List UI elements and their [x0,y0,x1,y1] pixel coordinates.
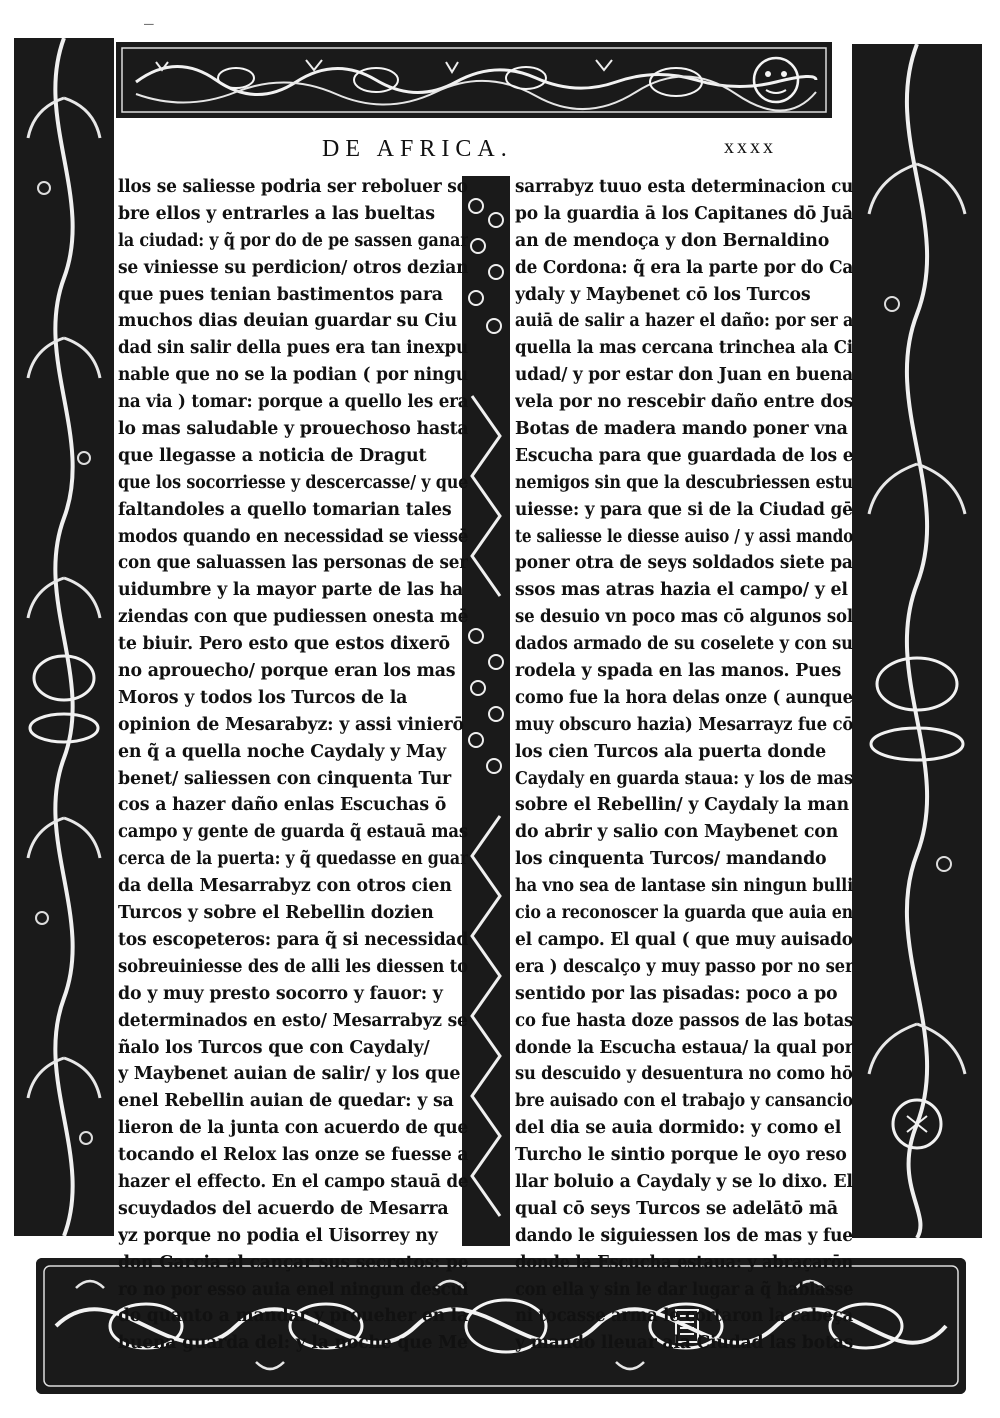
text-line: nemigos sin que la descubriessen estu [515,472,853,493]
text-line: con ella y sin le dar lugar a q̃ hablasse [515,1279,853,1300]
text-line: uiesse: y para que si de la Ciudad gē [515,499,853,520]
text-line: bre auisado con el trabajo y cansancio [515,1091,853,1112]
text-line: dando le siguiessen los de mas y fue [515,1225,853,1246]
text-line: qual cō seys Turcos se adelātō mā [515,1198,838,1219]
text-line: campo y gente de guarda q̃ estauā mas [118,822,468,843]
text-line: bre ellos y entrarles a las bueltas [118,203,435,224]
text-line: udad/ y por estar don Juan en buena [515,365,853,386]
text-line: ro no por esso auia enel ningun descui [118,1279,468,1300]
text-line: yz porque no podia el Uisorrey ny [118,1225,438,1246]
text-line: cos a hazer daño enlas Escuchas ō [118,795,447,816]
text-line: modos quando en necessidad se viessē [118,526,468,547]
text-line: sarrabyz tuuo esta determinacion cu [515,177,853,197]
text-line: que pues tenian bastimentos para [118,284,443,305]
text-line: Botas de madera mando poner vna [515,419,848,440]
text-line: enel Rebellin auian de quedar: y sa [118,1091,454,1112]
text-line: la ciudad: y q̃ por do de pe sassen ganar [118,230,468,251]
text-line: dad sin salir della pues era tan inexpu [118,338,468,359]
text-line: llar boluio a Caydaly y se lo dixo. El [515,1171,853,1192]
text-line: sobreuiniesse des de alli les diessen to [118,956,468,977]
text-line: sentido por las pisadas: poco a po [515,983,838,1004]
text-line: en q̃ a quella noche Caydaly y May [118,741,446,762]
text-line: na via ) tomar: porque a quello les era [118,392,468,413]
text-line: do y muy presto socorro y fauor: y [118,983,443,1004]
text-line: donde la Escucha estaua: y abraçarōn [515,1252,853,1273]
text-line: los cinquenta Turcos/ mandando [515,849,827,870]
text-line: que llegasse a noticia de Dragut [118,445,427,466]
text-line: vela por no rescebir daño entre dos [515,392,853,413]
text-line: Turcho le sintio porque le oyo reso [515,1145,847,1166]
text-line: el campo. El qual ( que muy auisado [515,929,853,950]
text-line: cio a reconoscer la guarda que auia en [515,903,853,924]
text-line: y Maybenet auian de salir/ y los que [118,1064,461,1085]
running-head [322,136,842,170]
text-line: dados armado de su coselete y con su [515,634,853,655]
text-line: se desuio vn poco mas cō algunos sol [515,607,853,628]
right-text-column [515,174,853,1357]
text-line: cerca de la puerta: y q̃ quedasse en guar [118,849,468,870]
text-line: del dia se auia dormido: y como el [515,1118,842,1139]
text-line: Escucha para que guardada de los e [515,445,853,466]
text-line: era ) descalço y muy passo por no ser [515,956,853,977]
text-line: sobre el Rebellin/ y Caydaly la man [515,795,849,816]
text-line: ñalo los Turcos que con Caydaly/ [118,1037,430,1058]
text-line: ni tocasse arma le cortaron la cabeça [515,1306,853,1327]
text-line: llos se saliesse podria ser reboluer so [118,177,468,197]
text-line: tos escopeteros: para q̃ si necessidad [118,929,468,950]
text-line: faltandoles a quello tomarian tales [118,499,452,520]
text-line: lieron de la junta con acuerdo de que [118,1118,468,1139]
text-line: Caydaly en guarda staua: y los de mas [515,768,853,789]
text-line: tocando el Relox las onze se fuesse a [118,1145,468,1166]
text-line: do abrir y salio con Maybenet con [515,822,839,843]
text-line: ssos mas atras hazia el campo/ y el [515,580,848,601]
text-line: Moros y todos los Turcos de la [118,687,408,708]
text-line: donde la Escucha estaua/ la qual por [515,1037,853,1058]
text-line: benet/ saliessen con cinquenta Tur [118,768,451,789]
text-line: de Cordona: q̃ era la parte por do Ca [515,257,853,278]
text-line: como fue la hora delas onze ( aunque [515,687,853,708]
text-line: que los socorriesse y descercasse/ y que [118,472,468,493]
text-line: ziendas con que pudiessen onesta mē [118,607,468,628]
text-line: uidumbre y la mayor parte de las ha [118,580,464,601]
text-line: te saliesse le diesse auiso / y assi mando [515,526,853,547]
text-line: hazer el effecto. En el campo stauā de [118,1171,468,1192]
text-line: los cien Turcos ala puerta donde [515,741,827,762]
text-line: auiā de salir a hazer el daño: por ser a [515,311,853,332]
text-line: determinados en esto/ Mesarrabyz se [118,1010,468,1031]
text-line: lo mas saludable y prouechoso hasta [118,419,468,440]
text-line: quella la mas cercana trinchea ala Ci [515,338,853,359]
text-line: Turcos y sobre el Rebellin dozien [118,903,434,924]
text-line: no aprouecho/ porque eran los mas [118,661,456,682]
text-line: rodela y spada en las manos. Pues [515,661,842,682]
running-title: DE AFRICA. [322,136,513,162]
text-line: opinion de Mesarabyz: y assi vinierō [118,714,464,735]
right-woodcut-border [852,44,982,1238]
text-line: muy obscuro hazia) Mesarrayz fue cō [515,714,853,735]
text-line: muchos dias deuian guardar su Ciu [118,311,457,332]
text-line: po la guardia ā los Capitanes dō Juā [515,203,853,224]
text-line: ydaly y Maybenet cō los Turcos [515,284,811,305]
folio-number: xxxx [724,136,776,158]
text-line: se viniesse su perdicion/ otros dezian [118,257,468,278]
scan-mark: — [144,14,154,33]
top-woodcut-border [116,42,832,118]
left-woodcut-border [14,38,114,1236]
text-line: te biuir. Pero esto que estos dixerō [118,634,450,655]
text-line: con que saluassen las personas de ser [118,553,468,574]
text-line: poner otra de seys soldados siete pa [515,553,853,574]
text-line: nable que no se la podian ( por ningu [118,365,468,386]
text-line: buena guarda del: y la noche que Me [118,1333,468,1354]
text-line: su descuido y desuentura no como hō [515,1064,853,1085]
text-line: y mando lleuar ala Ciudad las botas [515,1333,853,1354]
text-line: scuydados del acuerdo de Mesarra [118,1198,449,1219]
text-line: don Garcia al cançar sus secretos: pe [118,1252,468,1273]
text-line: da della Mesarrabyz con otros cien [118,876,452,897]
text-line: co fue hasta doze passos de las botas [515,1010,853,1031]
center-woodcut-divider [462,176,510,1246]
left-text-column [118,174,468,1357]
text-line: do quanto a mandar y proueher en la [118,1306,468,1327]
text-line: ha vno sea de lantase sin ningun bulli [515,876,853,897]
text-line: an de mendoça y don Bernaldino [515,230,830,251]
